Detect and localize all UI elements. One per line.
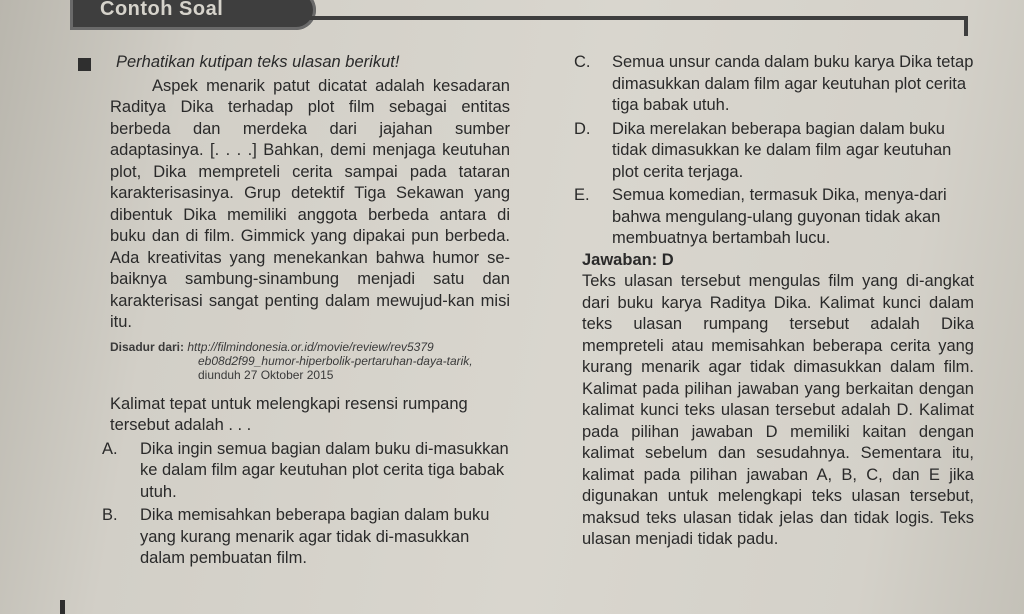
- source-url-continued: eb08d2f99_humor-hiperbolik-pertaruhan-daya-tarik,: [198, 353, 473, 368]
- source-citation: [110, 340, 510, 382]
- header-rule: [300, 16, 968, 20]
- right-column: [574, 52, 974, 551]
- source-label: Disadur dari:: [110, 339, 185, 354]
- option-letter: E.: [574, 186, 590, 204]
- option-letter: C.: [574, 53, 591, 71]
- passage-text: Aspek menarik patut dicatat adalah kesadaran Raditya Dika terhadap plot film sebagai entitas berbeda dan merdeka dari jajahan sumber adaptasinya. [. . . .] Bahkan, demi menjaga keutuhan plot, Dika mempreteli cerita sampai pada tataran karakterisasinya. Grup detektif Tiga Sekawan yang dibentuk Dika memiliki anggota berbeda antara di buku dan di film. Gimmick yang dipakai pun berbeda. Ada kreativitas yang menekankan bahwa humor se-baiknya sambung-sinambung menjadi satu dan karakterisasi sangat penting dalam mewujud-kan misi itu.: [110, 76, 510, 331]
- option-text: Dika ingin semua bagian dalam buku di-masukkan ke dalam film agar keutuhan plot cerita tiga babak utuh.: [140, 439, 509, 501]
- section-header-tab: [70, 0, 316, 30]
- source-date: diunduh 27 Oktober 2015: [198, 367, 334, 382]
- question-text: Kalimat tepat untuk melengkapi resensi rumpang tersebut adalah . . .: [110, 394, 468, 434]
- option-d: [574, 119, 974, 184]
- answer-label: Jawaban: D: [582, 250, 674, 269]
- option-e: [574, 185, 974, 250]
- answer-explanation: Teks ulasan tersebut mengulas film yang di-angkat dari buku karya Raditya Dika. Kalimat kunci dalam teks ulasan rumpang tersebut adalah Dika mempreteli atau memisahkan beberapa cerita yang kurang menarik agar tidak dimasukkan dalam film. Kalimat pada pilihan jawaban yang berkaitan dengan kalimat kunci teks ulasan tersebut adalah D. Kalimat pada pilihan jawaban D memiliki kaitan dengan kalimat sebelum dan sesudahnya. Sementara itu, kalimat pada pilihan jawaban A, B, C, dan E jika digunakan untuk melengkapi teks ulasan tersebut, maksud teks ulasan tidak jelas dan tidak logis. Teks ulasan menjadi tidak padu.: [582, 272, 974, 548]
- option-letter: B.: [102, 506, 118, 524]
- option-a: [102, 439, 510, 504]
- option-c: [574, 52, 974, 117]
- instruction-text: Perhatikan kutipan teks ulasan berikut!: [116, 53, 400, 71]
- section-title: Contoh Soal: [100, 0, 224, 20]
- left-column: [102, 52, 510, 570]
- option-b: [102, 505, 510, 570]
- option-text: Dika merelakan beberapa bagian dalam buku tidak dimasukkan ke dalam film agar keutuhan plot cerita terjaga.: [612, 119, 952, 181]
- source-url: http://filmindonesia.or.id/movie/review/rev5379: [187, 339, 434, 354]
- option-text: Dika memisahkan beberapa bagian dalam buku yang kurang menarik agar tidak di-masukkan dalam pembuatan film.: [140, 506, 490, 567]
- option-letter: D.: [574, 119, 591, 138]
- review-passage: [110, 76, 510, 334]
- header-rule-end: [964, 16, 968, 36]
- option-letter: A.: [102, 439, 118, 458]
- square-bullet-icon: [78, 58, 91, 71]
- page-edge-mark: [60, 600, 65, 614]
- option-text: Semua unsur canda dalam buku karya Dika tetap dimasukkan dalam film agar keutuhan plot cerita tiga babak utuh.: [612, 53, 974, 114]
- option-text: Semua komedian, termasuk Dika, menya-dari bahwa mengulang-ulang guyonan tidak akan membuatnya bertambah lucu.: [612, 186, 947, 247]
